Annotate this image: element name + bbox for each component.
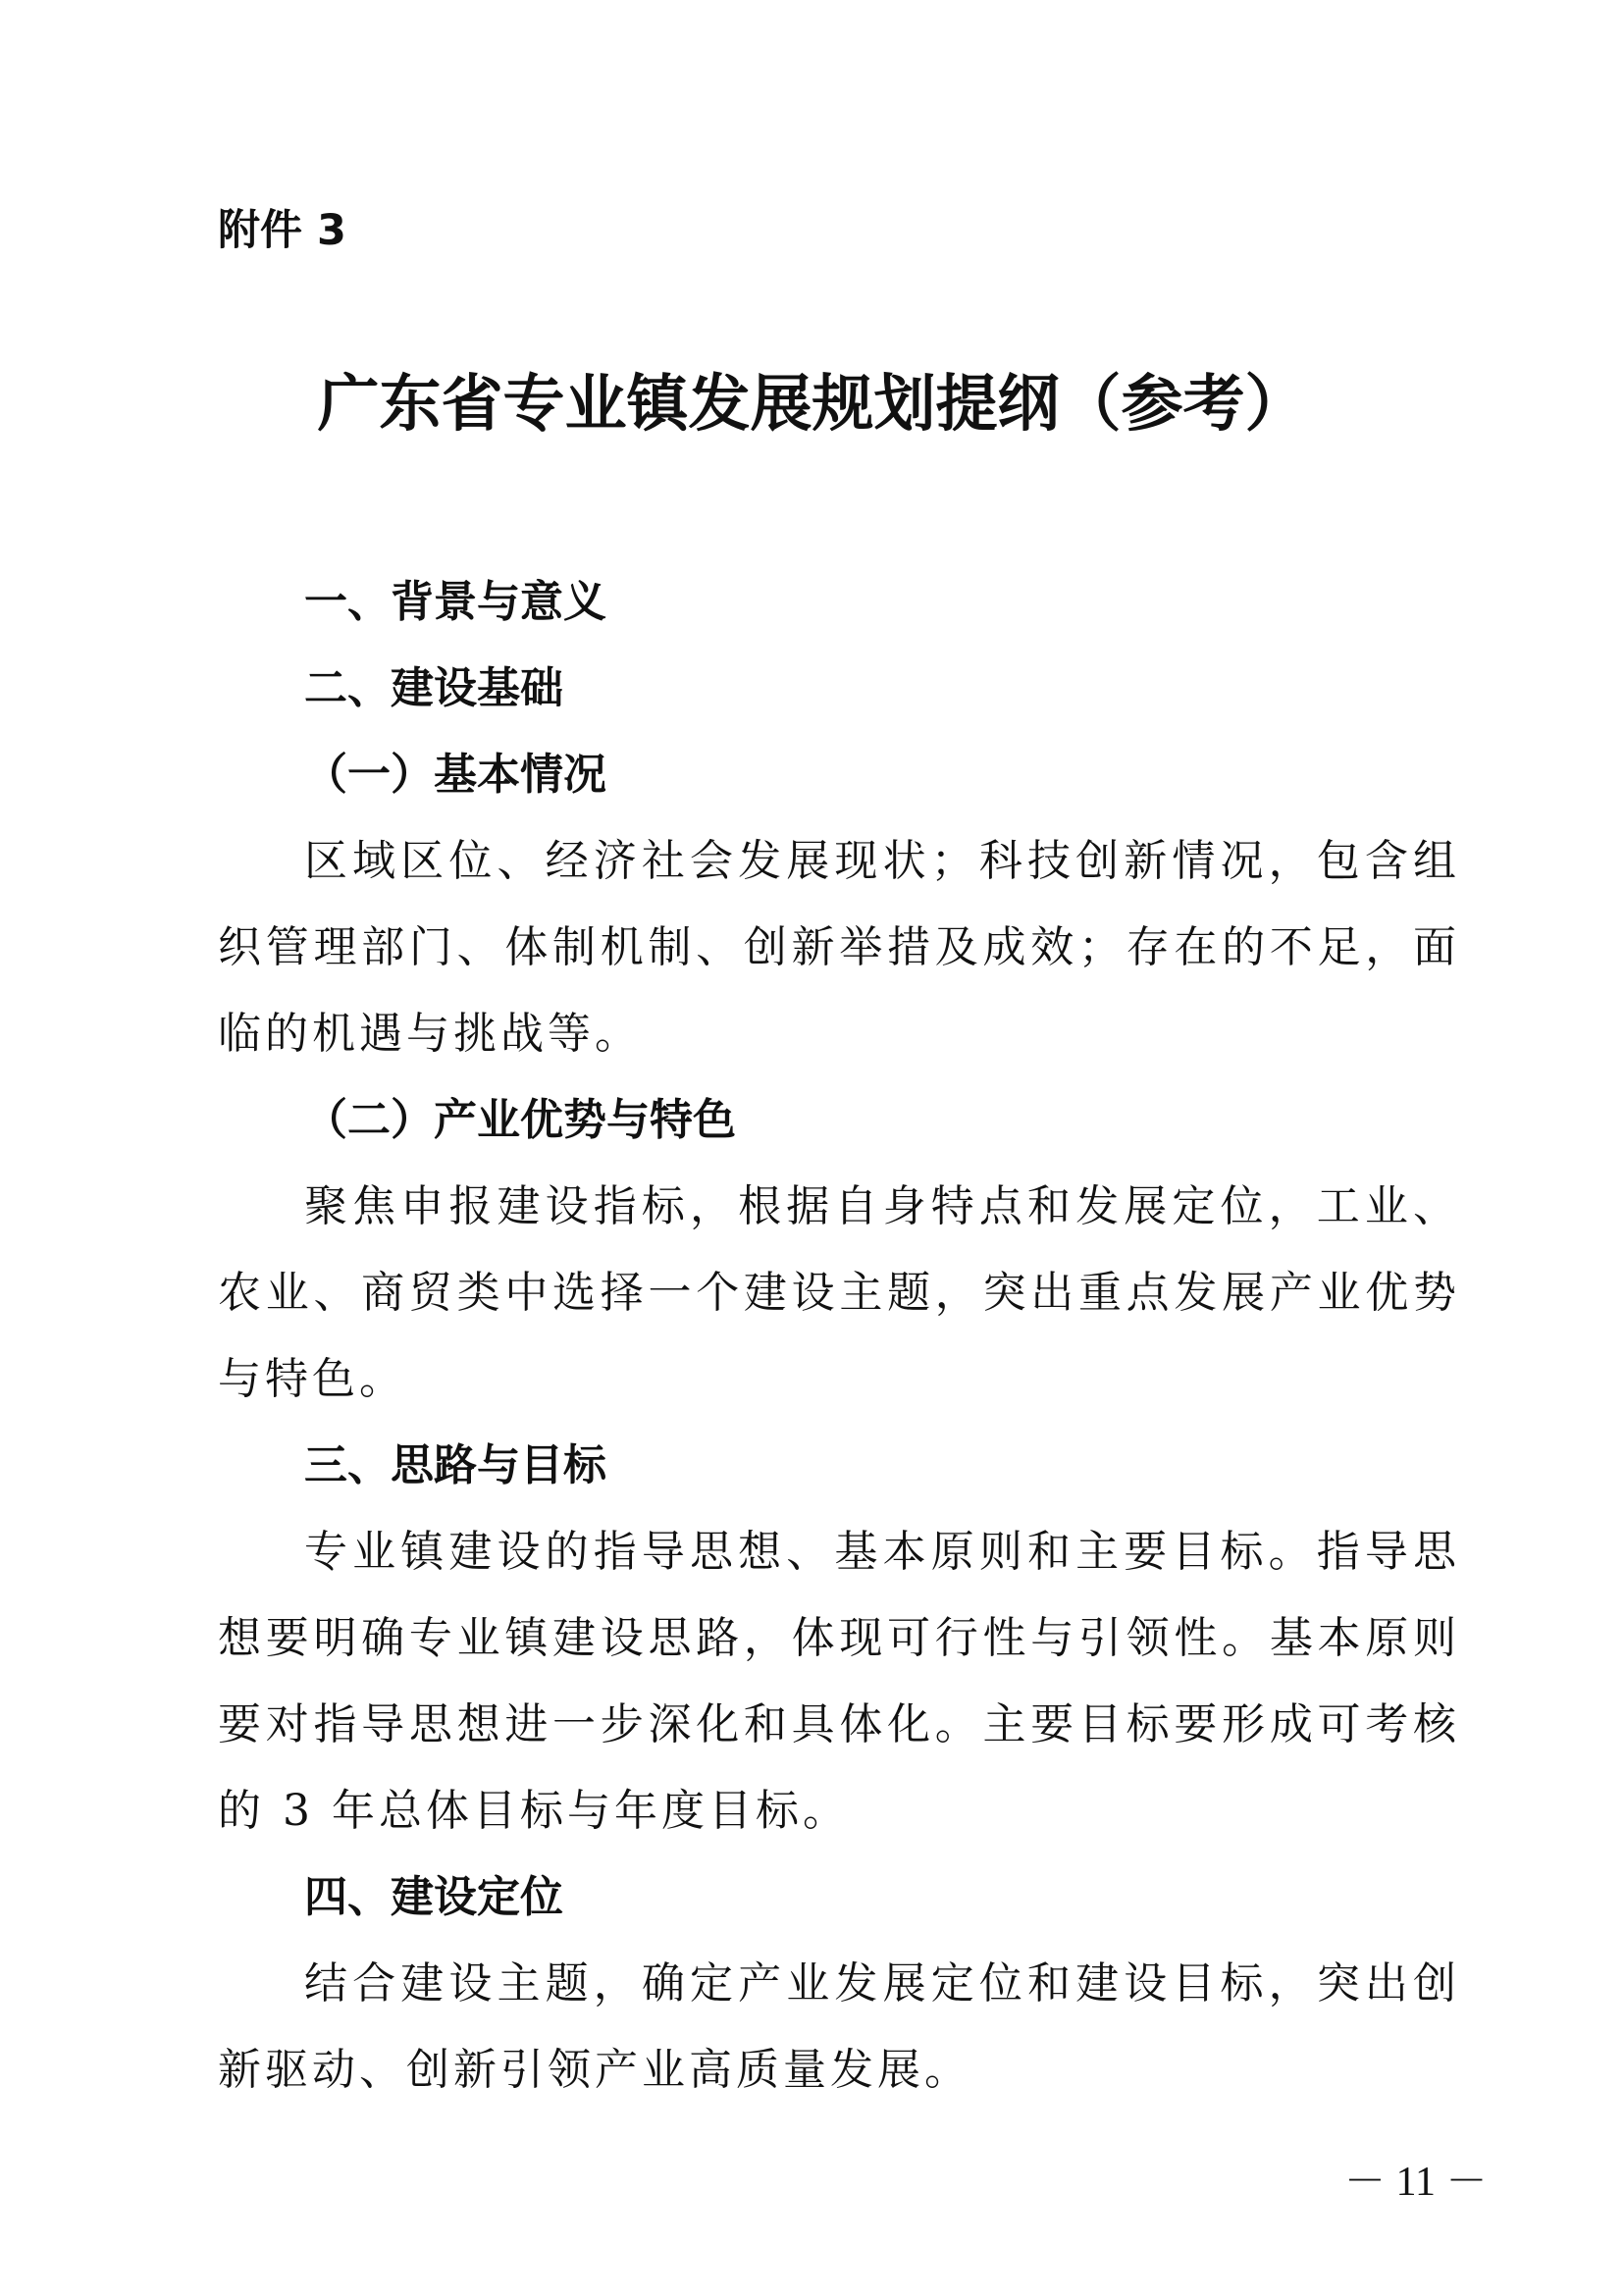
page-number: － 11 － [1344,2160,1488,2205]
section-heading-approach-goals: 三、思路与目标 [304,1440,606,1490]
section-heading-background: 一、背景与意义 [304,577,606,627]
subsection-heading-basic-situation: （一）基本情况 [304,750,606,800]
section-heading-foundation: 二、建设基础 [304,663,563,713]
section-heading-positioning: 四、建设定位 [304,1872,563,1922]
outline-body [218,559,1460,2113]
attachment-label: 附件 3 [218,206,346,255]
paragraph-approach-goals: 专业镇建设的指导思想、基本原则和主要目标。指导思想要明确专业镇建设思路，体现可行性与引领性。基本原则要对指导思想进一步深化和具体化。主要目标要形成可考核的 3 年总体目标与年度目标。 [218,1527,1460,1836]
subsection-heading-industry-advantages: （二）产业优势与特色 [304,1095,736,1145]
paragraph-industry-advantages: 聚焦申报建设指标，根据自身特点和发展定位，工业、农业、商贸类中选择一个建设主题，突出重点发展产业优势与特色。 [218,1181,1460,1404]
paragraph-basic-situation: 区域区位、经济社会发展现状；科技创新情况，包含组织管理部门、体制机制、创新举措及成效；存在的不足，面临的机遇与挑战等。 [218,836,1460,1059]
paragraph-positioning: 结合建设主题，确定产业发展定位和建设目标，突出创新驱动、创新引领产业高质量发展。 [218,1958,1460,2095]
document-title: 广东省专业镇发展规划提纲（参考） [317,368,1307,440]
